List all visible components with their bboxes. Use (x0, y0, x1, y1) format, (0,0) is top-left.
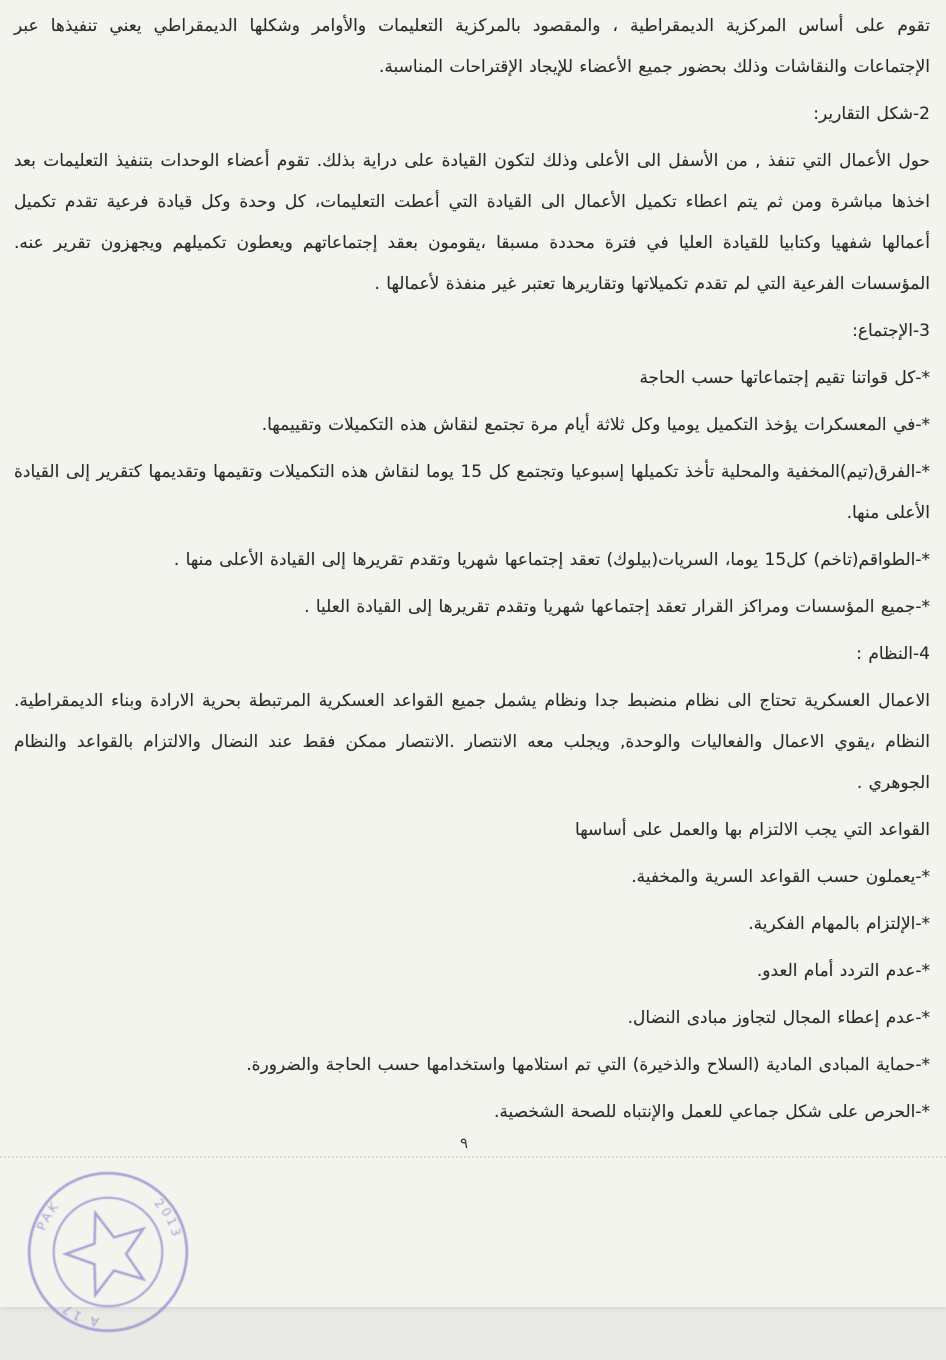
stamp-outer-ring (9, 1153, 208, 1352)
section-heading: 4-النظام : (856, 644, 930, 664)
bullet-item: *-عدم التردد أمام العدو. (756, 961, 930, 981)
bullet-item: *-الإلتزام بالمهام الفكرية. (748, 914, 930, 934)
bullet-item: *-الحرص على شكل جماعي للعمل والإنتباه للصحة الشخصية. (493, 1102, 930, 1122)
section-heading: 2-شكل التقارير: (813, 104, 930, 124)
subheading: القواعد التي يجب الالتزام بها والعمل على أساسها (575, 820, 930, 840)
bullet-item: *-كل قواتنا تقيم إجتماعاتها حسب الحاجة (639, 368, 930, 388)
section-heading: 3-الإجتماع: (852, 321, 930, 341)
stamp-arc-text-top: PAK (34, 1198, 63, 1233)
paragraph: حول الأعمال التي تنفذ , من الأسفل الى الأعلى وذلك لتكون القيادة على دراية بذلك. تقوم أعضاء الوحدات بتنفيذ التعليمات بعد اخذها مباشرة ومن ثم يتم اعطاء تكميل الأعمال الى القيادة التي أعطت التعليمات، كل وحدة وكل قيادة فرعية تقدم تكميل أعمالها شفهيا وكتابيا للقيادة العليا في فترة محددة مسبقا ،يقومون بعقد إجتماعاتهم ويعطون تكميلهم ويجهزون تقرير عنه. المؤسسات الفرعية التي لم تقدم تكميلاتها وتقاريرها تعتبر غير منفذة لأعمالها . (14, 151, 930, 294)
star-icon (56, 1200, 158, 1299)
bullet-item: *-يعملون حسب القواعد السرية والمخفية. (631, 867, 930, 887)
bullet-item: *-الطواقم(تاخم) كل15 يوما، السريات(بيلوك) تعقد إجتماعها شهريا وتقدم تقريرها إلى القيادة الأعلى منها . (173, 550, 930, 570)
bullet-item: *-حماية المبادى المادية (السلاح والذخيرة) التي تم استلامها واستخدامها حسب الحاجة والضرورة. (246, 1055, 930, 1075)
bullet-item: *-جميع المؤسسات ومراكز القرار تعقد إجتماعها شهريا وتقدم تقريرها إلى القيادة العليا . (304, 597, 930, 617)
bullet-item: *-عدم إعطاء المجال لتجاوز مبادى النضال. (627, 1008, 930, 1028)
stamp-arc-text-right: 2013 (151, 1195, 185, 1241)
stamp-arc-text-bottom: A 17 (58, 1300, 101, 1330)
page-number: ٩ (459, 1134, 469, 1152)
paragraph: تقوم على أساس المركزية الديمقراطية ، والمقصود بالمركزية التعليمات والأوامر وشكلها الديمقراطي يعني تنفيذها عبر الإجتماعات والنقاشات وذلك بحضور جميع الأعضاء للإيجاد الإقتراحات المناسبة. (14, 16, 930, 77)
circular-stamp-seal (0, 1144, 216, 1360)
paragraph: الاعمال العسكرية تحتاج الى نظام منضبط جدا ونظام يشمل جميع القواعد العسكرية المرتبطة بحرية الارادة وبناء الديمقراطية. النظام ،يقوي الاعمال والفعاليات والوحدة, ويجلب معه الانتصار .الانتصار ممكن فقط عند النضال والالتزام بالقواعد والنظام الجوهري . (14, 691, 930, 793)
bullet-item: *-الفرق(تيم)المخفية والمحلية تأخذ تكميلها إسبوعيا وتجتمع كل 15 يوما لنقاش هذه التكميلات وتقيمها وتقديمها كتقرير إلى القيادة الأعلى منها. (14, 462, 931, 523)
bullet-item: *-في المعسكرات يؤخذ التكميل يوميا وكل ثلاثة أيام مرة تجتمع لنقاش هذه التكميلات وتقييمها. (261, 415, 930, 435)
